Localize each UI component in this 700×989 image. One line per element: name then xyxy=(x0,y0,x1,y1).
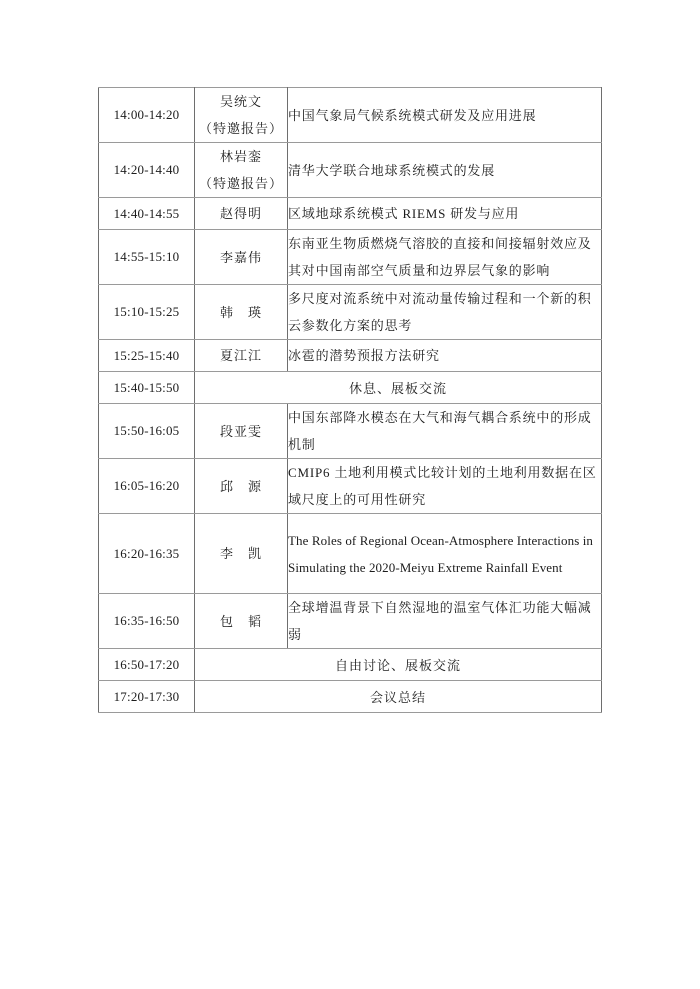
speaker-name: 吴统文 xyxy=(219,94,262,109)
session-row xyxy=(99,514,602,594)
summary-row xyxy=(99,681,602,713)
speaker-cell xyxy=(195,88,288,143)
session-row xyxy=(99,459,602,514)
session-row xyxy=(99,594,602,649)
title-cell: 中国东部降水模态在大气和海气耦合系统中的形成机制 xyxy=(288,404,602,459)
speaker-cell: 包 韬 xyxy=(195,594,288,649)
time-cell: 15:25-15:40 xyxy=(99,340,195,372)
session-row xyxy=(99,230,602,285)
speaker-cell: 邱 源 xyxy=(195,459,288,514)
title-cell: 区域地球系统模式 RIEMS 研发与应用 xyxy=(288,198,602,230)
speaker-cell: 夏江江 xyxy=(195,340,288,372)
time-cell: 15:40-15:50 xyxy=(99,372,195,404)
session-row xyxy=(99,198,602,230)
speaker-note: （特邀报告） xyxy=(198,176,283,191)
time-cell: 16:50-17:20 xyxy=(99,649,195,681)
time-cell: 14:20-14:40 xyxy=(99,143,195,198)
break-row xyxy=(99,649,602,681)
discussion-label-cell: 自由讨论、展板交流 xyxy=(195,649,602,681)
time-cell: 15:10-15:25 xyxy=(99,285,195,340)
time-cell: 16:35-16:50 xyxy=(99,594,195,649)
title-cell: CMIP6 土地利用模式比较计划的土地利用数据在区域尺度上的可用性研究 xyxy=(288,459,602,514)
break-label-cell: 休息、展板交流 xyxy=(195,372,602,404)
speaker-note: （特邀报告） xyxy=(198,121,283,136)
session-row xyxy=(99,143,602,198)
title-cell: 全球增温背景下自然湿地的温室气体汇功能大幅减弱 xyxy=(288,594,602,649)
title-cell: The Roles of Regional Ocean-Atmosphere Interactions in Simulating the 2020-Meiyu Extreme Rainfall Event xyxy=(288,514,602,594)
time-cell: 14:00-14:20 xyxy=(99,88,195,143)
speaker-cell: 李嘉伟 xyxy=(195,230,288,285)
session-row xyxy=(99,88,602,143)
title-cell: 清华大学联合地球系统模式的发展 xyxy=(288,143,602,198)
time-cell: 17:20-17:30 xyxy=(99,681,195,713)
title-cell: 东南亚生物质燃烧气溶胶的直接和间接辐射效应及其对中国南部空气质量和边界层气象的影响 xyxy=(288,230,602,285)
speaker-name: 林岩銮 xyxy=(219,149,262,164)
session-row xyxy=(99,404,602,459)
time-cell: 16:20-16:35 xyxy=(99,514,195,594)
speaker-cell: 李 凯 xyxy=(195,514,288,594)
session-row xyxy=(99,340,602,372)
time-cell: 16:05-16:20 xyxy=(99,459,195,514)
speaker-cell xyxy=(195,143,288,198)
time-cell: 14:55-15:10 xyxy=(99,230,195,285)
session-row xyxy=(99,285,602,340)
summary-label-cell: 会议总结 xyxy=(195,681,602,713)
speaker-cell: 赵得明 xyxy=(195,198,288,230)
title-cell: 中国气象局气候系统模式研发及应用进展 xyxy=(288,88,602,143)
speaker-cell: 段亚雯 xyxy=(195,404,288,459)
speaker-cell: 韩 瑛 xyxy=(195,285,288,340)
title-cell: 冰雹的潜势预报方法研究 xyxy=(288,340,602,372)
time-cell: 14:40-14:55 xyxy=(99,198,195,230)
break-row xyxy=(99,372,602,404)
time-cell: 15:50-16:05 xyxy=(99,404,195,459)
conference-schedule-table xyxy=(98,87,602,713)
title-cell: 多尺度对流系统中对流动量传输过程和一个新的积云参数化方案的思考 xyxy=(288,285,602,340)
